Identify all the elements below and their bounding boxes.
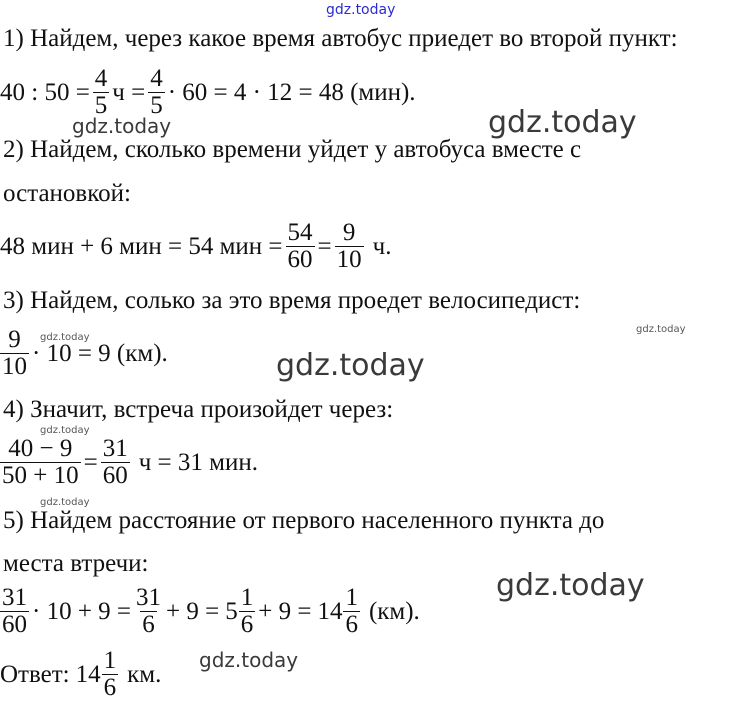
equation-part: ч = <box>112 78 146 106</box>
answer-label: Ответ: <box>0 660 70 688</box>
watermark: gdz.today <box>40 425 90 436</box>
denominator: 5 <box>94 92 108 120</box>
equation-part: + 9 = <box>258 597 312 625</box>
numerator: 1 <box>345 584 358 611</box>
watermark: gdz.today <box>276 348 425 383</box>
mixed-number <box>225 585 258 639</box>
watermark: gdz.today <box>72 114 172 138</box>
numerator: 1 <box>103 647 117 674</box>
equation-part: = <box>83 448 98 476</box>
step-4-equation <box>0 436 258 490</box>
numerator: 4 <box>150 65 163 92</box>
whole-part: 14 <box>75 660 101 688</box>
fraction <box>286 220 315 274</box>
denominator: 5 <box>150 92 163 120</box>
numerator: 31 <box>102 435 128 462</box>
equation-part: ч. <box>372 232 392 260</box>
denominator: 60 <box>102 462 128 490</box>
denominator: 10 <box>336 246 362 274</box>
numerator: 40 − 9 <box>8 435 73 462</box>
watermark-top: gdz.today <box>326 2 396 18</box>
watermark: gdz.today <box>40 332 90 343</box>
numerator: 31 <box>2 584 27 611</box>
denominator: 10 <box>2 353 27 381</box>
denominator: 6 <box>142 611 155 639</box>
mixed-number <box>317 585 363 639</box>
fraction <box>0 436 81 490</box>
fraction <box>0 585 29 639</box>
denominator: 60 <box>287 246 313 274</box>
step-3-equation <box>0 327 168 381</box>
fraction <box>148 66 165 120</box>
mixed-number <box>76 648 122 702</box>
whole-part: 5 <box>225 597 238 625</box>
answer-line <box>0 648 161 702</box>
numerator: 4 <box>94 65 108 92</box>
watermark: gdz.today <box>488 105 637 140</box>
fraction <box>239 585 256 639</box>
fraction <box>335 220 364 274</box>
step-3-text: 3) Найдем, солько за это время проедет велосипедист: <box>3 287 581 314</box>
equation-part: · 60 = 4 · 12 = 48 (мин). <box>167 78 416 106</box>
denominator: 6 <box>240 611 254 639</box>
equation-part: + 9 = <box>166 597 220 625</box>
equation-part: = <box>317 232 332 260</box>
denominator: 6 <box>345 611 358 639</box>
step-2-text: 2) Найдем, сколько времени уйдет у автобуса вместе с <box>3 136 582 163</box>
watermark: gdz.today <box>636 324 686 335</box>
step-4-text: 4) Значит, встреча произойдет через: <box>3 396 394 423</box>
numerator: 54 <box>287 219 313 246</box>
step-2-equation <box>0 220 391 274</box>
equation-part: 48 мин + 6 мин = 54 мин = <box>0 232 283 260</box>
watermark: gdz.today <box>40 497 90 508</box>
step-5-text: 5) Найдем расстояние от первого населенного пункта до <box>3 507 605 534</box>
fraction <box>343 585 360 639</box>
fraction <box>101 436 130 490</box>
watermark: gdz.today <box>496 568 645 603</box>
step-5-equation <box>0 585 420 639</box>
step-2-text: остановкой: <box>3 180 131 207</box>
step-1-equation <box>0 66 416 120</box>
numerator: 1 <box>240 584 254 611</box>
numerator: 9 <box>8 326 21 353</box>
numerator: 31 <box>136 584 162 611</box>
step-1-text: 1) Найдем, через какое время автобус приедет во второй пункт: <box>3 25 678 52</box>
fraction <box>93 66 110 120</box>
watermark: gdz.today <box>199 648 299 672</box>
denominator: 60 <box>2 611 27 639</box>
numerator: 9 <box>342 219 356 246</box>
equation-part: 40 : 50 = <box>0 78 90 106</box>
fraction <box>102 648 119 702</box>
denominator: 6 <box>103 674 117 702</box>
step-5-text: места втречи: <box>3 550 149 577</box>
fraction <box>0 327 29 381</box>
equation-part: (км). <box>368 597 420 625</box>
equation-part: · 10 + 9 = <box>32 597 132 625</box>
equation-part: · 10 = 9 (км). <box>32 339 168 367</box>
answer-unit: км. <box>127 660 162 688</box>
fraction <box>134 585 163 639</box>
equation-part: ч = 31 мин. <box>138 448 258 476</box>
denominator: 50 + 10 <box>2 462 79 490</box>
whole-part: 14 <box>317 597 343 625</box>
